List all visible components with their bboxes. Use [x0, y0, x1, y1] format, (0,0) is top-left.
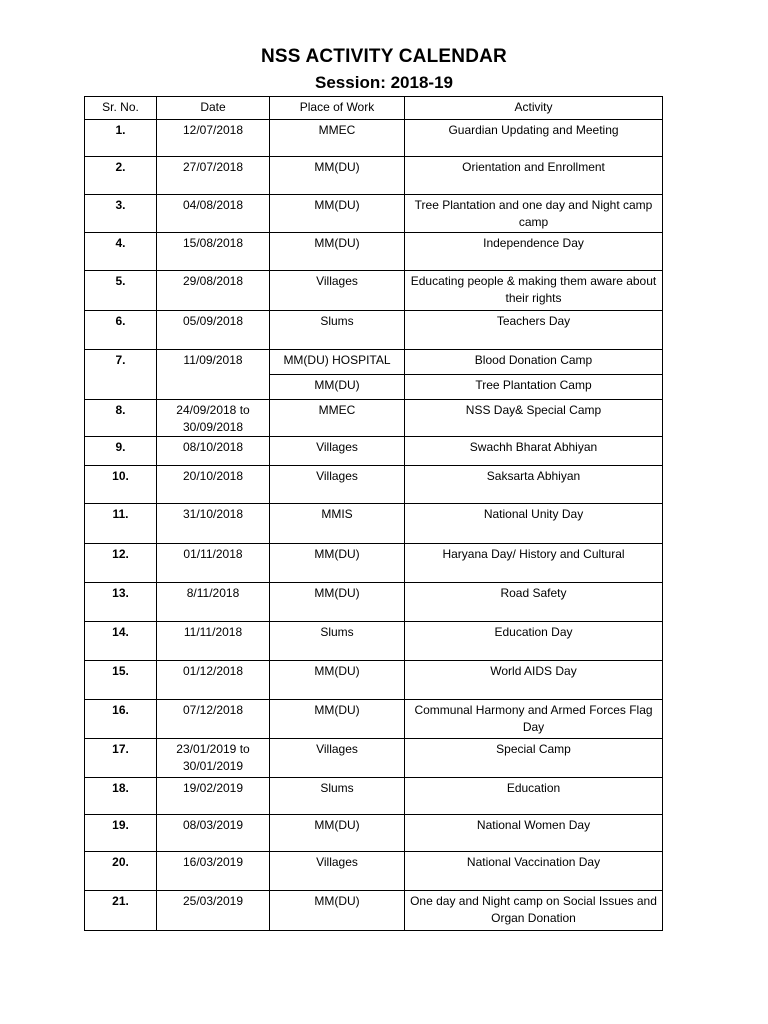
sr-no-cell: 10. [85, 466, 157, 504]
sr-no-cell: 15. [85, 661, 157, 700]
table-row [85, 700, 663, 739]
sr-no-cell: 7. [85, 350, 157, 400]
place-cell: Slums [270, 622, 405, 661]
sr-no-cell: 17. [85, 739, 157, 778]
activity-cell: National Women Day [405, 815, 663, 852]
date-cell: 11/11/2018 [157, 622, 270, 661]
place-cell: Villages [270, 271, 405, 311]
table-row [85, 583, 663, 622]
table-row [85, 350, 663, 375]
place-cell: Villages [270, 739, 405, 778]
table-row [85, 544, 663, 583]
page-title: NSS ACTIVITY CALENDAR [261, 46, 507, 67]
activity-cell: Special Camp [405, 739, 663, 778]
date-cell: 8/11/2018 [157, 583, 270, 622]
table-row [85, 852, 663, 891]
place-cell: MM(DU) [270, 375, 405, 400]
sr-no-cell: 3. [85, 195, 157, 233]
date-cell: 23/01/2019 to 30/01/2019 [157, 739, 270, 778]
activity-cell: National Vaccination Day [405, 852, 663, 891]
place-cell: MM(DU) [270, 583, 405, 622]
date-cell: 19/02/2019 [157, 778, 270, 815]
date-cell: 16/03/2019 [157, 852, 270, 891]
activity-calendar-table [84, 96, 663, 931]
date-cell: 27/07/2018 [157, 157, 270, 195]
header-date: Date [157, 97, 270, 120]
activity-cell: Tree Plantation and one day and Night camp camp [405, 195, 663, 233]
sr-no-cell: 8. [85, 400, 157, 437]
activity-cell: Tree Plantation Camp [405, 375, 663, 400]
activity-cell: Education Day [405, 622, 663, 661]
place-cell: MMEC [270, 400, 405, 437]
date-cell: 01/11/2018 [157, 544, 270, 583]
table-row [85, 157, 663, 195]
date-cell: 29/08/2018 [157, 271, 270, 311]
date-cell: 07/12/2018 [157, 700, 270, 739]
table-row [85, 437, 663, 466]
date-cell: 31/10/2018 [157, 504, 270, 544]
place-cell: MM(DU) [270, 700, 405, 739]
sr-no-cell: 14. [85, 622, 157, 661]
activity-cell: Communal Harmony and Armed Forces Flag Day [405, 700, 663, 739]
activity-cell: Haryana Day/ History and Cultural [405, 544, 663, 583]
sr-no-cell: 11. [85, 504, 157, 544]
place-cell: MM(DU) [270, 195, 405, 233]
place-cell: MMEC [270, 120, 405, 157]
date-cell: 05/09/2018 [157, 311, 270, 350]
table-row [85, 195, 663, 233]
sr-no-cell: 9. [85, 437, 157, 466]
table-header-row [85, 97, 663, 120]
activity-cell: One day and Night camp on Social Issues and Organ Donation [405, 891, 663, 931]
sr-no-cell: 19. [85, 815, 157, 852]
place-cell: Villages [270, 437, 405, 466]
place-cell: MM(DU) HOSPITAL [270, 350, 405, 375]
date-cell: 12/07/2018 [157, 120, 270, 157]
date-cell: 01/12/2018 [157, 661, 270, 700]
table-row [85, 466, 663, 504]
date-cell: 24/09/2018 to 30/09/2018 [157, 400, 270, 437]
date-cell: 04/08/2018 [157, 195, 270, 233]
header-place-of-work: Place of Work [270, 97, 405, 120]
place-cell: MM(DU) [270, 233, 405, 271]
table-row [85, 233, 663, 271]
activity-cell: World AIDS Day [405, 661, 663, 700]
table-row [85, 739, 663, 778]
activity-cell: Blood Donation Camp [405, 350, 663, 375]
place-cell: MM(DU) [270, 815, 405, 852]
table-row [85, 120, 663, 157]
date-cell: 08/10/2018 [157, 437, 270, 466]
activity-cell: NSS Day& Special Camp [405, 400, 663, 437]
date-cell: 15/08/2018 [157, 233, 270, 271]
sr-no-cell: 16. [85, 700, 157, 739]
table-row [85, 504, 663, 544]
table-row [85, 891, 663, 931]
place-cell: MM(DU) [270, 157, 405, 195]
activity-cell: Swachh Bharat Abhiyan [405, 437, 663, 466]
sr-no-cell: 6. [85, 311, 157, 350]
sr-no-cell: 5. [85, 271, 157, 311]
table-row [85, 778, 663, 815]
date-cell: 25/03/2019 [157, 891, 270, 931]
table-body [85, 120, 663, 931]
activity-cell: Orientation and Enrollment [405, 157, 663, 195]
sr-no-cell: 20. [85, 852, 157, 891]
date-cell: 11/09/2018 [157, 350, 270, 400]
place-cell: Slums [270, 778, 405, 815]
activity-cell: Guardian Updating and Meeting [405, 120, 663, 157]
place-cell: MMIS [270, 504, 405, 544]
table-row [85, 311, 663, 350]
table-row [85, 661, 663, 700]
sr-no-cell: 1. [85, 120, 157, 157]
session-subtitle: Session: 2018-19 [315, 73, 453, 92]
table-row [85, 400, 663, 437]
sr-no-cell: 4. [85, 233, 157, 271]
activity-cell: Teachers Day [405, 311, 663, 350]
sr-no-cell: 21. [85, 891, 157, 931]
place-cell: Villages [270, 466, 405, 504]
activity-cell: Educating people & making them aware about their rights [405, 271, 663, 311]
place-cell: Villages [270, 852, 405, 891]
place-cell: MM(DU) [270, 891, 405, 931]
activity-cell: Saksarta Abhiyan [405, 466, 663, 504]
header-activity: Activity [405, 97, 663, 120]
table-row [85, 271, 663, 311]
activity-cell: Independence Day [405, 233, 663, 271]
sr-no-cell: 18. [85, 778, 157, 815]
place-cell: Slums [270, 311, 405, 350]
activity-cell: Road Safety [405, 583, 663, 622]
table-row [85, 622, 663, 661]
date-cell: 08/03/2019 [157, 815, 270, 852]
header-sr-no: Sr. No. [85, 97, 157, 120]
sr-no-cell: 13. [85, 583, 157, 622]
sr-no-cell: 2. [85, 157, 157, 195]
activity-cell: National Unity Day [405, 504, 663, 544]
place-cell: MM(DU) [270, 544, 405, 583]
date-cell: 20/10/2018 [157, 466, 270, 504]
activity-cell: Education [405, 778, 663, 815]
table-row [85, 815, 663, 852]
sr-no-cell: 12. [85, 544, 157, 583]
place-cell: MM(DU) [270, 661, 405, 700]
